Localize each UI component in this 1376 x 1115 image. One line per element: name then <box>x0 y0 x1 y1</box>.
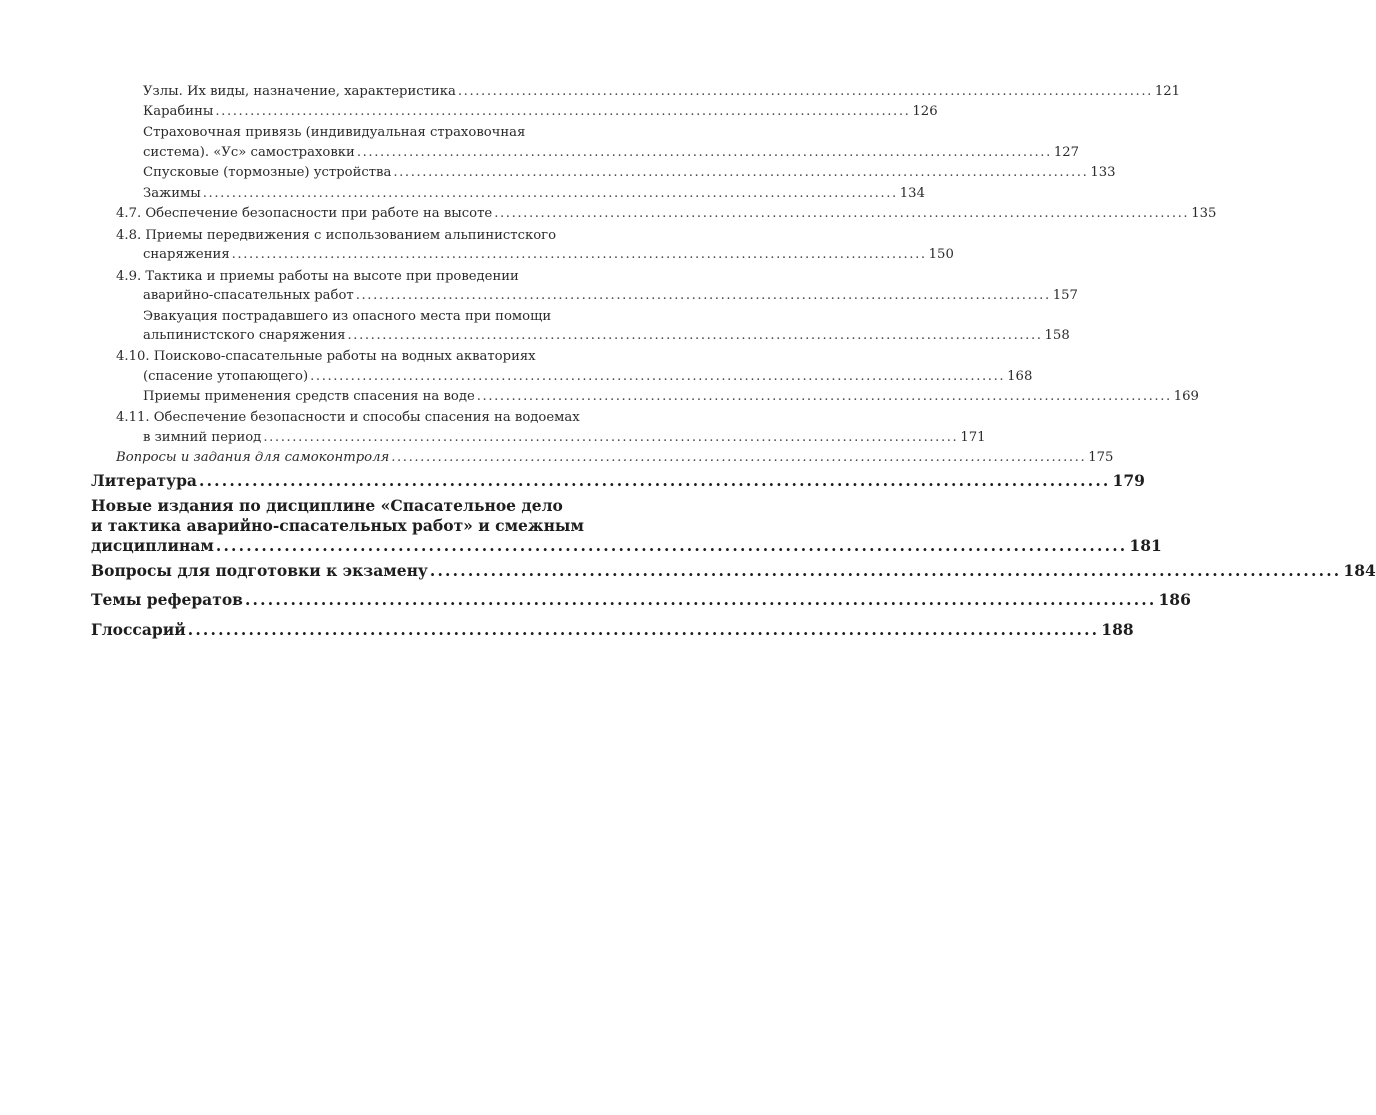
toc-entry-title: дисциплинам <box>91 536 214 555</box>
toc-page-number: 134 <box>899 186 925 201</box>
toc-entry-title: Карабины <box>143 104 214 119</box>
toc-page-number: 157 <box>1052 288 1078 303</box>
toc-page-number: 186 <box>1158 590 1191 609</box>
toc-leader-dots: ........................................................................................................................ <box>429 561 1342 580</box>
toc-entry-title: Зажимы <box>143 186 201 201</box>
toc-entry-title: 4.8. Приемы передвижения с использованием альпинистского <box>116 228 557 243</box>
toc-entry-title: Приемы применения средств спасения на воде <box>143 389 475 404</box>
toc-page-number: 150 <box>928 247 954 262</box>
toc-chapter-literature[interactable] <box>91 471 1145 491</box>
toc-entry[interactable] <box>143 246 954 263</box>
toc-entry-title: система). «Ус» самостраховки <box>143 145 355 160</box>
toc-leader-dots: ........................................................................................................................ <box>263 430 959 445</box>
toc-entry[interactable] <box>143 287 1078 304</box>
toc-entry-title: Новые издания по дисциплине «Спасательное дело <box>91 496 563 515</box>
toc-leader-dots: ........................................................................................................................ <box>347 328 1043 343</box>
toc-entry[interactable] <box>143 83 1181 100</box>
toc-entry[interactable] <box>116 205 1217 222</box>
toc-page-number: 168 <box>1007 369 1033 384</box>
toc-leader-dots: ........................................................................................................................ <box>187 620 1100 639</box>
toc-leader-dots: ........................................................................................................................ <box>231 247 927 262</box>
toc-chapter-new-editions[interactable] <box>91 496 636 516</box>
toc-entry[interactable] <box>143 327 1070 344</box>
toc-leader-dots: ........................................................................................................................ <box>457 84 1153 99</box>
toc-entry-title: Темы рефератов <box>91 590 243 609</box>
toc-entry-self-check[interactable] <box>116 449 1114 466</box>
toc-page-number: 126 <box>912 104 938 119</box>
toc-entry[interactable] <box>116 348 635 365</box>
toc-entry-title: аварийно-спасательных работ <box>143 288 354 303</box>
toc-entry[interactable] <box>143 185 925 202</box>
toc-entry[interactable] <box>116 268 635 285</box>
toc-entry-title: и тактика аварийно-спасательных работ» и смежным <box>91 516 584 535</box>
toc-entry-title: Спусковые (тормозные) устройства <box>143 165 392 180</box>
toc-chapter-new-editions-cont[interactable] <box>91 516 636 536</box>
toc-entry[interactable] <box>143 368 1033 385</box>
toc-entry[interactable] <box>143 164 1116 181</box>
toc-leader-dots: ........................................................................................................................ <box>198 471 1111 490</box>
toc-chapter-new-editions-end[interactable] <box>91 536 1162 556</box>
toc-entry-title: Вопросы и задания для самоконтроля <box>116 450 390 465</box>
toc-chapter-exam-questions[interactable] <box>91 561 1376 581</box>
toc-entry[interactable] <box>116 409 635 426</box>
toc-entry-title: 4.9. Тактика и приемы работы на высоте при проведении <box>116 269 519 284</box>
toc-entry-title: в зимний период <box>143 430 262 445</box>
toc-page-number: 127 <box>1053 145 1080 160</box>
toc-page-number: 171 <box>960 430 986 445</box>
toc-entry-title: снаряжения <box>143 247 230 262</box>
toc-page-number: 133 <box>1090 165 1116 180</box>
toc-entry-title: 4.11. Обеспечение безопасности и способы спасения на водоемах <box>116 410 580 425</box>
toc-entry-title: альпинистского снаряжения <box>143 328 346 343</box>
toc-leader-dots: ........................................................................................................................ <box>215 104 911 119</box>
toc-entry-title: Узлы. Их виды, назначение, характеристика <box>143 84 456 99</box>
toc-entry[interactable] <box>143 308 635 325</box>
toc-leader-dots: ........................................................................................................................ <box>355 288 1051 303</box>
toc-page-number: 175 <box>1088 450 1114 465</box>
toc-entry[interactable] <box>143 144 1080 161</box>
toc-entry-title: 4.7. Обеспечение безопасности при работе на высоте <box>116 206 493 221</box>
toc-entry[interactable] <box>143 103 938 120</box>
toc-leader-dots: ........................................................................................................................ <box>356 145 1052 160</box>
toc-page-number: 179 <box>1112 471 1145 490</box>
toc-leader-dots: ........................................................................................................................ <box>244 590 1157 609</box>
toc-entry[interactable] <box>116 227 635 244</box>
toc-leader-dots: ........................................................................................................................ <box>476 389 1172 404</box>
toc-page-number: 184 <box>1343 561 1376 580</box>
toc-leader-dots: ........................................................................................................................ <box>215 536 1128 555</box>
toc-entry-title: Глоссарий <box>91 620 186 639</box>
toc-leader-dots: ........................................................................................................................ <box>393 165 1089 180</box>
toc-page-number: 121 <box>1154 84 1181 99</box>
toc-chapter-essay-topics[interactable] <box>91 590 1191 610</box>
toc-page-number: 158 <box>1044 328 1070 343</box>
toc-entry[interactable] <box>143 388 1199 405</box>
toc-leader-dots: ........................................................................................................................ <box>391 450 1087 465</box>
toc-entry-title: Эвакуация пострадавшего из опасного места при помощи <box>143 309 552 324</box>
toc-entry-title: 4.10. Поисково-спасательные работы на водных акваториях <box>116 349 536 364</box>
toc-page-number: 169 <box>1173 389 1199 404</box>
toc-leader-dots: ........................................................................................................................ <box>310 369 1006 384</box>
toc-leader-dots: ........................................................................................................................ <box>494 206 1190 221</box>
toc-entry-title: Литература <box>91 471 197 490</box>
toc-chapter-glossary[interactable] <box>91 620 1134 640</box>
toc-page-number: 181 <box>1129 536 1162 555</box>
toc-entry-title: (спасение утопающего) <box>143 369 309 384</box>
toc-entry[interactable] <box>143 429 986 446</box>
toc-entry[interactable] <box>143 124 635 141</box>
toc-page-number: 188 <box>1101 620 1134 639</box>
toc-entry-title: Страховочная привязь (индивидуальная страховочная <box>143 125 526 140</box>
toc-page-number: 135 <box>1191 206 1217 221</box>
toc-entry-title: Вопросы для подготовки к экзамену <box>91 561 428 580</box>
toc-leader-dots: ........................................................................................................................ <box>202 186 898 201</box>
